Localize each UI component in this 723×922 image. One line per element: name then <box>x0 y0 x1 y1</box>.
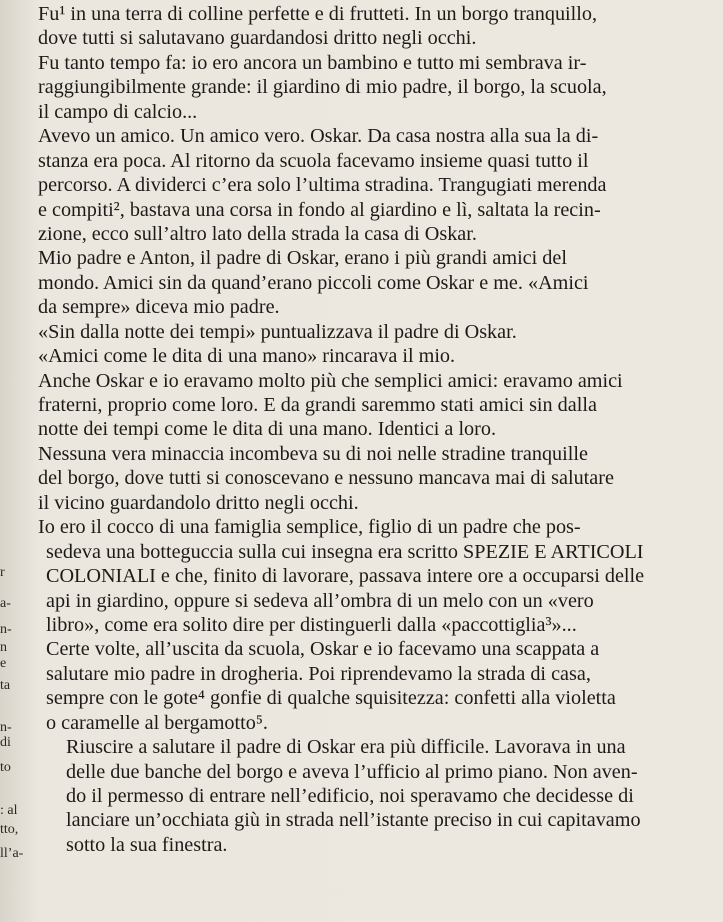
margin-fragment: to <box>0 760 11 775</box>
text-line: lanciare un’occhiata giù in strada nell’istante preciso in cui capitavamo <box>66 809 641 832</box>
text-line: sotto la sua finestra. <box>66 833 228 856</box>
text-line: Certe volte, all’uscita da scuola, Oskar e io facevamo una scappata a <box>46 638 600 661</box>
margin-fragment: ll’a- <box>0 846 24 861</box>
text-line: «Sin dalla notte dei tempi» puntualizzava il padre di Oskar. <box>38 320 517 343</box>
margin-fragment: di <box>0 735 11 750</box>
text-line: COLONIALI e che, finito di lavorare, passava intere ore a occuparsi delle <box>46 565 645 588</box>
text-line: dove tutti si salutavano guardandosi dritto negli occhi. <box>38 27 477 50</box>
text-line: do il permesso di entrare nell’edificio, noi speravamo che decidesse di <box>66 785 634 807</box>
text-line: o caramelle al bergamotto⁵. <box>46 711 268 734</box>
text-line: raggiungibilmente grande: il giardino di mio padre, il borgo, la scuola, <box>38 76 607 99</box>
text-line: da sempre» diceva mio padre. <box>38 296 280 319</box>
text-line: libro», come era solito dire per distinguerli dalla «paccottiglia³»... <box>46 613 577 636</box>
text-line: api in giardino, oppure si sedeva all’ombra di un melo con un «vero <box>46 589 594 612</box>
margin-fragment: e <box>0 656 7 671</box>
text-line: «Amici come le dita di una mano» rincarava il mio. <box>38 345 456 368</box>
margin-fragment: a- <box>0 596 11 611</box>
text-line: percorso. A dividerci c’era solo l’ultima stradina. Trangugiati merenda <box>38 174 607 197</box>
body-text <box>38 2 714 857</box>
text-line: zione, ecco sull’altro lato della strada la casa di Oskar. <box>38 222 477 245</box>
text-line: Nessuna vera minaccia incombeva su di noi nelle stradine tranquille <box>38 442 588 465</box>
text-line: Io ero il cocco di una famiglia semplice, figlio di un padre che pos- <box>38 516 581 539</box>
margin-fragment: n <box>0 640 7 655</box>
text-line: sempre con le gote⁴ gonfie di qualche squisitezza: confetti alla violetta <box>46 687 616 710</box>
margin-fragment: : al <box>0 803 18 818</box>
text-line: delle due banche del borgo e aveva l’ufficio al primo piano. Non aven- <box>66 760 638 783</box>
text-line: Fu¹ in una terra di colline perfette e di frutteti. In un borgo tranquillo, <box>38 3 598 25</box>
text-line: Fu tanto tempo fa: io ero ancora un bambino e tutto mi sembrava ir- <box>38 51 587 74</box>
margin-fragment: tto, <box>0 822 19 837</box>
text-line: sedeva una botteguccia sulla cui insegna era scritto SPEZIE E ARTICOLI <box>46 540 644 563</box>
facing-page-margin <box>0 0 42 922</box>
text-line: Mio padre e Anton, il padre di Oskar, erano i più grandi amici del <box>38 247 567 270</box>
text-line: del borgo, dove tutti si conoscevano e nessuno mancava mai di salutare <box>38 467 614 490</box>
text-line: fraterni, proprio come loro. E da grandi saremmo stati amici sin dalla <box>38 394 597 416</box>
text-line: Avevo un amico. Un amico vero. Oskar. Da casa nostra alla sua la di- <box>38 125 599 148</box>
text-line: il vicino guardandolo dritto negli occhi. <box>38 491 359 514</box>
text-line: il campo di calcio... <box>38 100 198 123</box>
text-line: stanza era poca. Al ritorno da scuola facevamo insieme quasi tutto il <box>38 149 589 172</box>
text-line: mondo. Amici sin da quand’erano piccoli come Oskar e me. «Amici <box>38 271 589 294</box>
text-line: e compiti², bastava una corsa in fondo al giardino e lì, saltata la recin- <box>38 198 601 221</box>
margin-fragment: n- <box>0 720 12 735</box>
text-line: Anche Oskar e io eravamo molto più che semplici amici: eravamo amici <box>38 369 623 392</box>
text-line: Riuscire a salutare il padre di Oskar era più difficile. Lavorava in una <box>66 736 626 759</box>
margin-fragment: ta <box>0 678 11 693</box>
text-line: salutare mio padre in drogheria. Poi riprendevamo la strada di casa, <box>46 662 591 685</box>
margin-fragment: r <box>0 565 5 580</box>
margin-fragment: n- <box>0 622 12 637</box>
text-line: notte dei tempi come le dita di una mano. Identici a loro. <box>38 418 497 441</box>
